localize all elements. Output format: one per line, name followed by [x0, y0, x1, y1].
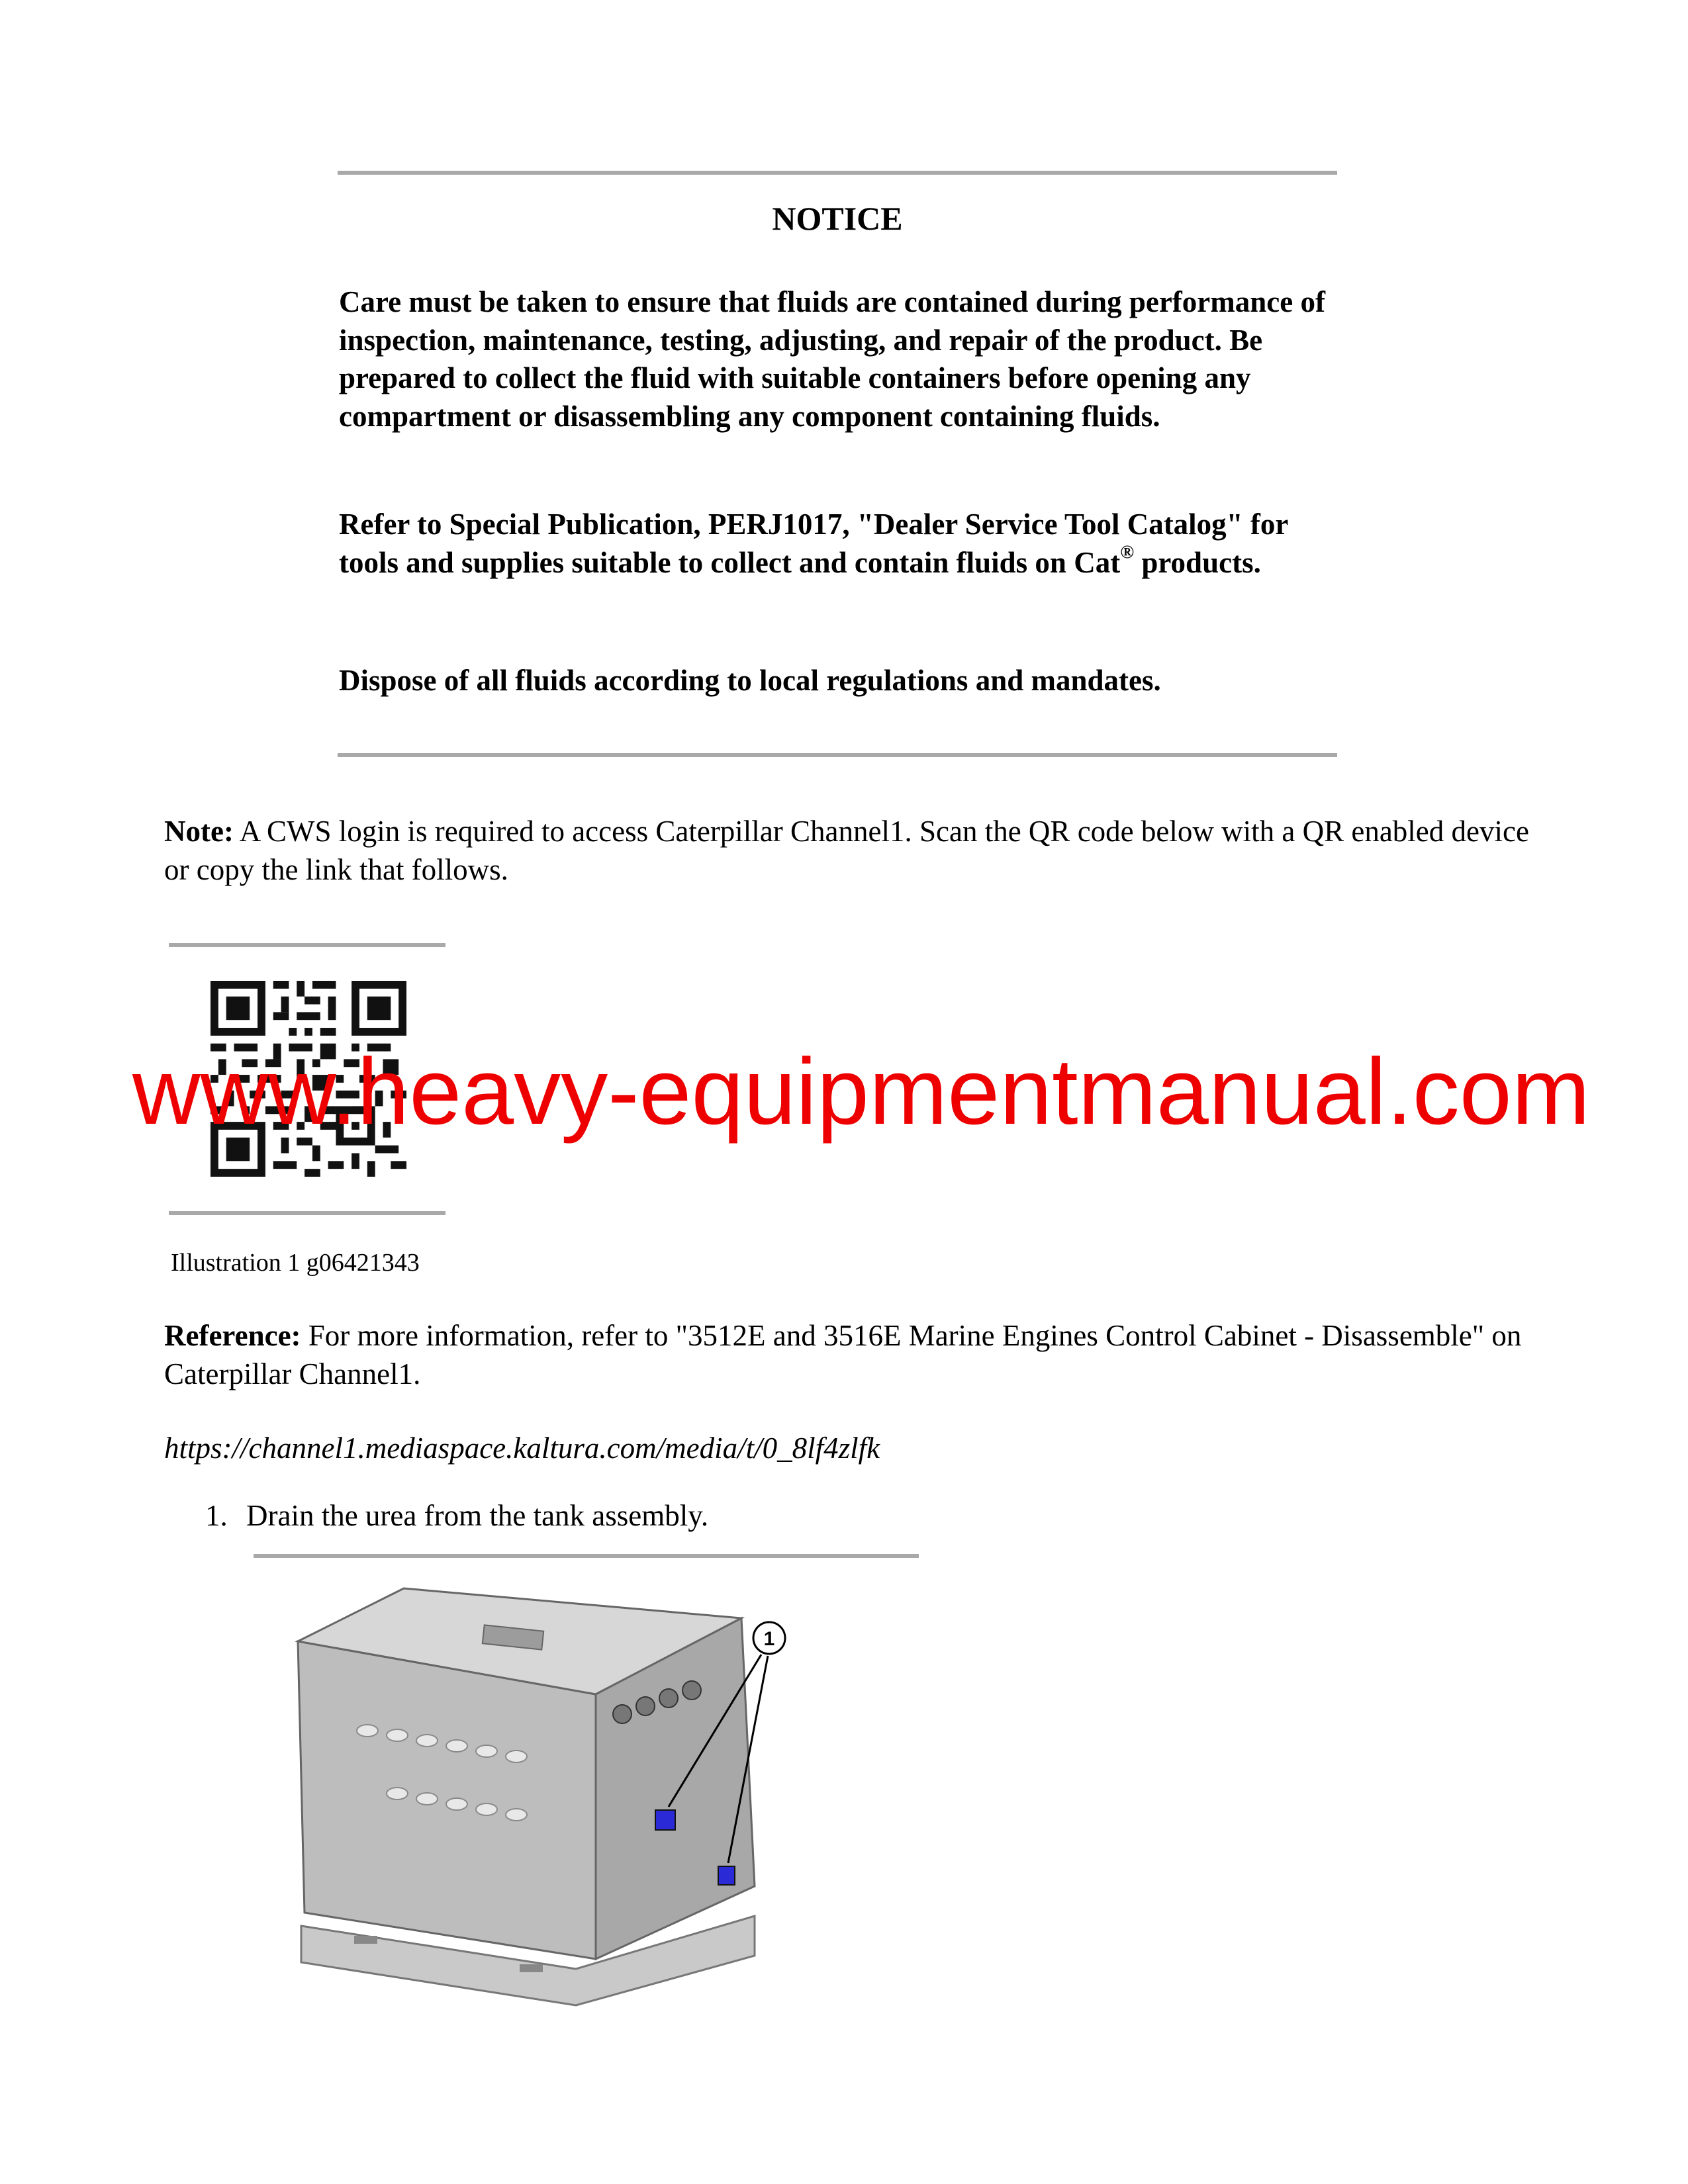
notice-reference-tail: products. — [1134, 545, 1261, 579]
notice-title: NOTICE — [772, 200, 903, 237]
qr-top-rule — [169, 943, 445, 947]
callout-1-label: 1 — [763, 1628, 775, 1650]
illustration-1-caption: Illustration 1 g06421343 — [171, 1249, 420, 1277]
reference-paragraph — [164, 1317, 1541, 1393]
reference-text: For more information, refer to "3512E and 3516E Marine Engines Control Cabinet - Disassemble" on Caterpillar Channel1. — [164, 1319, 1522, 1390]
note-text: A CWS login is required to access Caterpillar Channel1. Scan the QR code below with a QR enabled device or copy the link that follows. — [164, 815, 1529, 886]
notice-paragraph-containment: Care must be taken to ensure that fluids are contained during performance of inspection, maintenance, testing, adjusting, and repair of the product. Be prepared to collect the fluid with suitable containers before opening any compartment or disassembling any component containing fluids. — [339, 285, 1325, 433]
notice-reference-text: Refer to Special Publication, PERJ1017, "Dealer Service Tool Catalog" for tools and supplies suitable to collect and contain fluids on Cat — [339, 508, 1288, 579]
note-label: Note: — [164, 815, 234, 848]
qr-finder-top-right — [352, 981, 406, 1036]
callout-1 — [753, 1622, 785, 1654]
qr-finder-top-left — [211, 981, 265, 1036]
step-1-number: 1. — [205, 1499, 228, 1532]
tank-body — [298, 1588, 755, 1959]
notice-paragraph-reference — [339, 506, 1345, 582]
reference-label: Reference: — [164, 1319, 301, 1352]
notice-paragraph-dispose: Dispose of all fluids according to local regulations and mandates. — [339, 664, 1161, 697]
qr-bottom-rule — [169, 1211, 445, 1215]
registered-mark: ® — [1120, 541, 1135, 563]
step-1-text: Drain the urea from the tank assembly. — [246, 1499, 709, 1532]
notice-top-rule — [338, 171, 1337, 175]
watermark: www.heavy-equipmentmanual.com — [132, 1039, 1591, 1144]
channel1-link[interactable]: https://channel1.mediaspace.kaltura.com/media/t/0_8lf4zlfk — [164, 1432, 880, 1465]
tank-assembly-illustration — [278, 1582, 861, 2019]
note-paragraph — [164, 813, 1541, 889]
notice-bottom-rule — [338, 753, 1337, 757]
step-1 — [205, 1497, 708, 1535]
illustration-2-top-rule — [254, 1554, 919, 1558]
